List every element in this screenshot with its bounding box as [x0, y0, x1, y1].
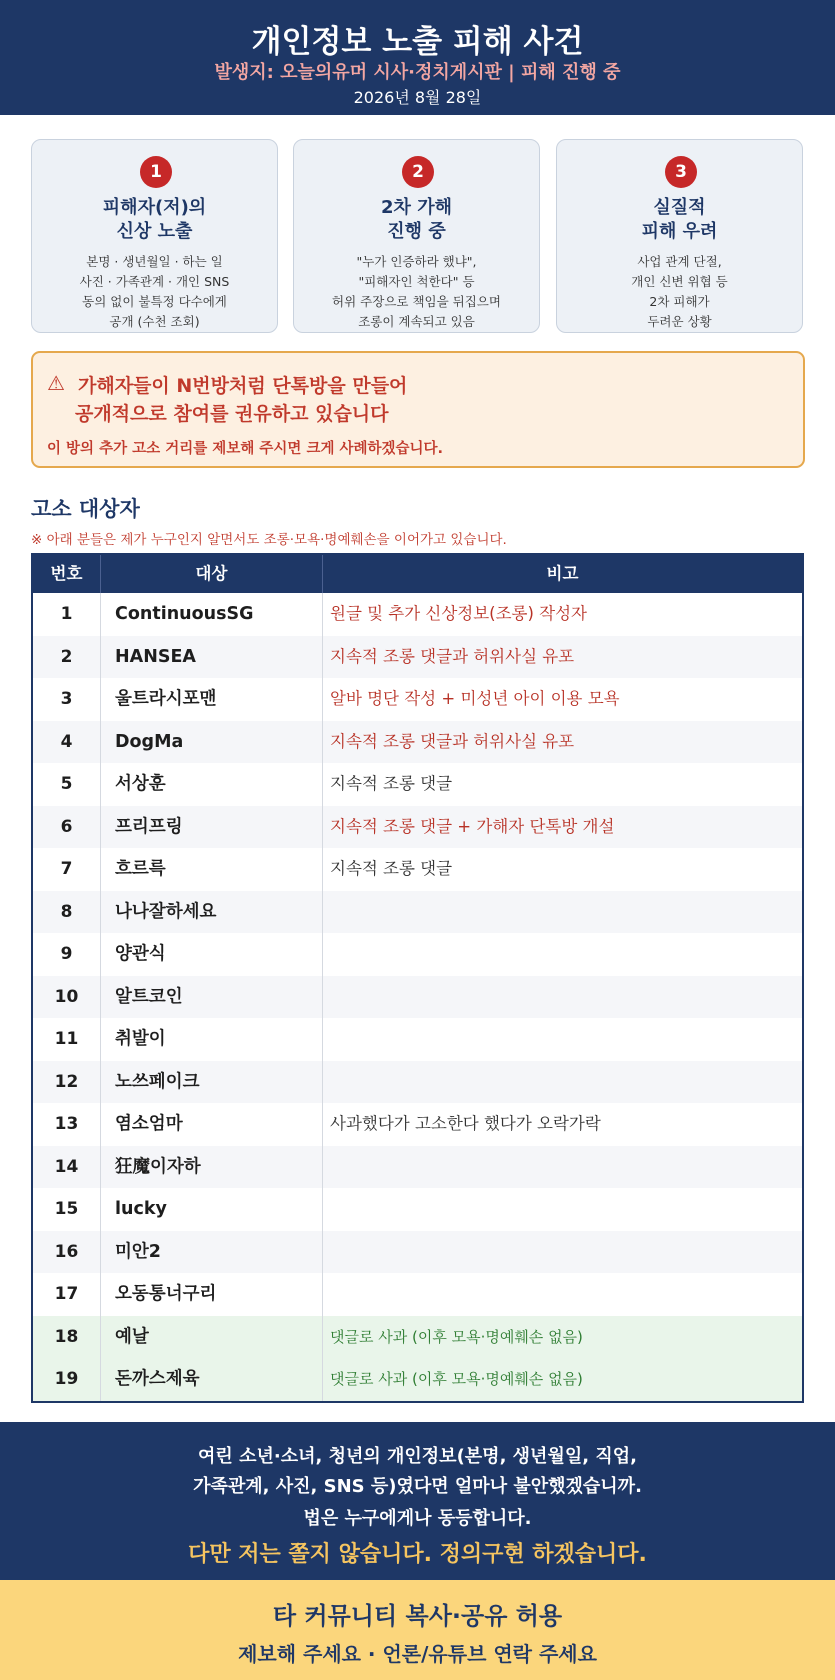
column-divider — [322, 891, 323, 934]
row-note: 사과했다가 고소한다 했다가 오락가락 — [330, 1114, 601, 1133]
card-title-line: 신상 노출 — [116, 221, 193, 242]
row-target: 알트코인 — [115, 986, 183, 1007]
table-row — [33, 636, 802, 679]
share-request: 제보해 주세요 · 언론/유튜브 연락 주세요 — [238, 1642, 597, 1666]
row-target: 나나잘하세요 — [115, 901, 217, 922]
row-note: 알바 명단 작성 + 미성년 아이 이용 모욕 — [330, 689, 620, 708]
warning-triangle-icon: ⚠ — [47, 371, 65, 395]
row-number: 5 — [60, 774, 73, 794]
column-divider — [100, 848, 101, 891]
footer-line-1: 여린 소년·소녀, 청년의 개인정보(본명, 생년월일, 직업, — [198, 1446, 637, 1467]
card-desc-line: 사진 · 가족관계 · 개인 SNS — [79, 274, 230, 289]
row-target: 프리프링 — [115, 816, 183, 837]
card-title-line: 실질적 — [653, 197, 706, 218]
row-number: 7 — [60, 859, 73, 879]
column-divider — [100, 891, 101, 934]
column-divider — [100, 806, 101, 849]
summary-cards — [31, 139, 805, 333]
column-divider — [322, 1103, 323, 1146]
card-desc-line: 공개 (수천 조회) — [109, 314, 200, 329]
table-row — [33, 593, 802, 636]
page-title: 개인정보 노출 피해 사건 — [251, 24, 584, 60]
card-desc-line: 2차 피해가 — [649, 294, 710, 309]
row-note: 지속적 조롱 댓글 — [330, 859, 453, 878]
header-number: 번호 — [50, 564, 83, 583]
table-body — [33, 593, 802, 1401]
card-title — [294, 196, 539, 244]
page-subtitle: 발생지: 오늘의유머 시사·정치게시판 | 피해 진행 중 — [214, 62, 621, 83]
card-title-line: 진행 중 — [387, 221, 446, 242]
row-number: 16 — [54, 1241, 79, 1262]
column-divider — [100, 636, 101, 679]
row-target: 狂魔이자하 — [115, 1156, 201, 1177]
row-number: 10 — [54, 986, 79, 1007]
row-number: 8 — [60, 901, 73, 922]
table-row — [33, 933, 802, 976]
share-title: 타 커뮤니티 복사·공유 허용 — [272, 1602, 563, 1630]
column-divider — [100, 678, 101, 721]
row-number: 13 — [54, 1114, 79, 1134]
table-row — [33, 1358, 802, 1401]
card-title-line: 피해 우려 — [641, 221, 718, 242]
column-divider — [322, 1316, 323, 1359]
column-divider — [322, 678, 323, 721]
target-table — [31, 553, 804, 1403]
row-number: 2 — [60, 646, 73, 667]
row-note: 원글 및 추가 신상정보(조롱) 작성자 — [330, 604, 587, 623]
row-number: 6 — [60, 816, 73, 837]
card-desc-line: 허위 주장으로 책임을 뒤집으며 — [332, 294, 501, 309]
row-target: HANSEA — [115, 646, 196, 667]
table-header — [33, 555, 802, 593]
column-divider — [322, 1188, 323, 1231]
row-target: 서상훈 — [115, 774, 166, 794]
column-divider — [100, 1358, 101, 1401]
card-1 — [31, 139, 278, 333]
card-desc-line: 조롱이 계속되고 있음 — [358, 314, 475, 329]
row-target: 흐르륵 — [115, 859, 166, 879]
row-note: 댓글로 사과 (이후 모욕·명예훼손 없음) — [330, 1370, 583, 1388]
page-date: 2026년 8월 28일 — [353, 88, 482, 107]
column-divider — [322, 721, 323, 764]
table-row — [33, 1061, 802, 1104]
row-target: 예날 — [115, 1326, 149, 1347]
column-divider — [100, 933, 101, 976]
card-desc-line: 사업 관계 단절, — [637, 254, 722, 269]
row-note: 지속적 조롱 댓글 — [330, 774, 453, 793]
card-title-line: 2차 가해 — [381, 197, 452, 218]
table-row — [33, 1018, 802, 1061]
column-divider — [100, 1061, 101, 1104]
card-2 — [293, 139, 540, 333]
table-row — [33, 1273, 802, 1316]
footer-message — [0, 1422, 835, 1580]
row-number: 9 — [60, 944, 73, 964]
row-target: 오동통너구리 — [115, 1284, 217, 1304]
table-row — [33, 1146, 802, 1189]
header-banner — [0, 0, 835, 115]
row-target: 양관식 — [115, 944, 166, 964]
row-number: 12 — [54, 1071, 79, 1092]
column-divider — [322, 636, 323, 679]
card-description — [294, 252, 539, 332]
row-note: 지속적 조롱 댓글 + 가해자 단톡방 개설 — [330, 816, 615, 836]
column-divider — [322, 1273, 323, 1316]
card-desc-line: 동의 없이 불특정 다수에게 — [82, 294, 227, 309]
row-target: 취발이 — [115, 1029, 166, 1049]
header-target: 대상 — [195, 564, 228, 583]
table-row — [33, 1231, 802, 1274]
row-number: 14 — [54, 1156, 79, 1177]
section-note: ※ 아래 분들은 제가 누구인지 알면서도 조롱·모욕·명예훼손을 이어가고 있습니다. — [31, 532, 507, 548]
row-note: 댓글로 사과 (이후 모욕·명예훼손 없음) — [330, 1327, 583, 1346]
column-divider — [100, 976, 101, 1019]
table-row — [33, 848, 802, 891]
card-desc-line: "피해자인 척한다" 등 — [358, 274, 475, 289]
column-divider — [100, 1231, 101, 1274]
row-note: 지속적 조롱 댓글과 허위사실 유포 — [330, 731, 575, 751]
row-number: 1 — [60, 604, 73, 624]
column-divider — [322, 848, 323, 891]
card-desc-line: 두려운 상황 — [647, 314, 712, 329]
column-divider — [100, 721, 101, 764]
column-divider — [100, 1273, 101, 1316]
card-title-line: 피해자(저)의 — [102, 197, 207, 218]
row-target: 염소엄마 — [115, 1114, 183, 1134]
row-target: 돈까스제육 — [115, 1369, 200, 1389]
column-divider — [100, 593, 101, 636]
card-3 — [556, 139, 803, 333]
row-target: 울트라시포맨 — [115, 689, 217, 709]
table-row — [33, 1103, 802, 1146]
footer-line-3: 법은 누구에게나 동등합니다. — [303, 1508, 532, 1529]
card-description — [557, 252, 802, 332]
column-divider — [100, 1103, 101, 1146]
card-title — [557, 196, 802, 244]
column-divider — [322, 763, 323, 806]
row-target: DogMa — [115, 731, 184, 752]
card-title — [32, 196, 277, 244]
number-badge: 1 — [140, 156, 172, 188]
row-target: lucky — [115, 1199, 167, 1219]
card-description — [32, 252, 277, 332]
table-row — [33, 1316, 802, 1359]
warning-line-2: 공개적으로 참여를 권유하고 있습니다 — [75, 403, 389, 425]
column-divider — [100, 1018, 101, 1061]
table-row — [33, 891, 802, 934]
row-target: 노쓰페이크 — [115, 1071, 200, 1092]
row-number: 15 — [54, 1199, 79, 1219]
card-desc-line: "누가 인증하라 했냐", — [356, 254, 477, 269]
header-note: 비고 — [546, 564, 579, 583]
section-title: 고소 대상자 — [31, 497, 140, 521]
row-number: 11 — [54, 1029, 79, 1049]
card-desc-line: 본명 · 생년월일 · 하는 일 — [86, 254, 223, 269]
card-desc-line: 개인 신변 위협 등 — [631, 274, 728, 289]
column-divider — [322, 1231, 323, 1274]
footer-highlight: 다만 저는 쫄지 않습니다. 정의구현 하겠습니다. — [188, 1542, 647, 1567]
table-row — [33, 976, 802, 1019]
column-divider — [322, 593, 323, 636]
column-divider — [322, 976, 323, 1019]
row-number: 3 — [60, 689, 73, 709]
column-divider — [322, 1146, 323, 1189]
warning-line-3: 이 방의 추가 고소 거리를 제보해 주시면 크게 사례하겠습니다. — [47, 441, 444, 457]
column-divider — [322, 933, 323, 976]
column-divider — [322, 1061, 323, 1104]
warning-line-1: 가해자들이 N번방처럼 단톡방을 만들어 — [78, 375, 408, 397]
number-badge: 2 — [402, 156, 434, 188]
column-divider — [100, 1188, 101, 1231]
row-number: 18 — [54, 1326, 79, 1347]
column-divider — [322, 1018, 323, 1061]
number-badge: 3 — [665, 156, 697, 188]
column-divider — [322, 806, 323, 849]
table-row — [33, 1188, 802, 1231]
table-row — [33, 721, 802, 764]
warning-box — [31, 351, 805, 468]
column-divider — [322, 1358, 323, 1401]
footer-line-2: 가족관계, 사진, SNS 등)였다면 얼마나 불안했겠습니까. — [193, 1476, 642, 1497]
row-target: 미안2 — [115, 1241, 161, 1262]
column-divider — [100, 1146, 101, 1189]
row-note: 지속적 조롱 댓글과 허위사실 유포 — [330, 646, 575, 666]
row-number: 17 — [54, 1284, 79, 1304]
table-row — [33, 763, 802, 806]
column-divider — [100, 1316, 101, 1359]
column-divider — [100, 763, 101, 806]
row-target: ContinuousSG — [115, 604, 254, 624]
share-banner — [0, 1580, 835, 1680]
table-row — [33, 806, 802, 849]
row-number: 19 — [54, 1369, 79, 1389]
row-number: 4 — [60, 731, 73, 752]
table-row — [33, 678, 802, 721]
